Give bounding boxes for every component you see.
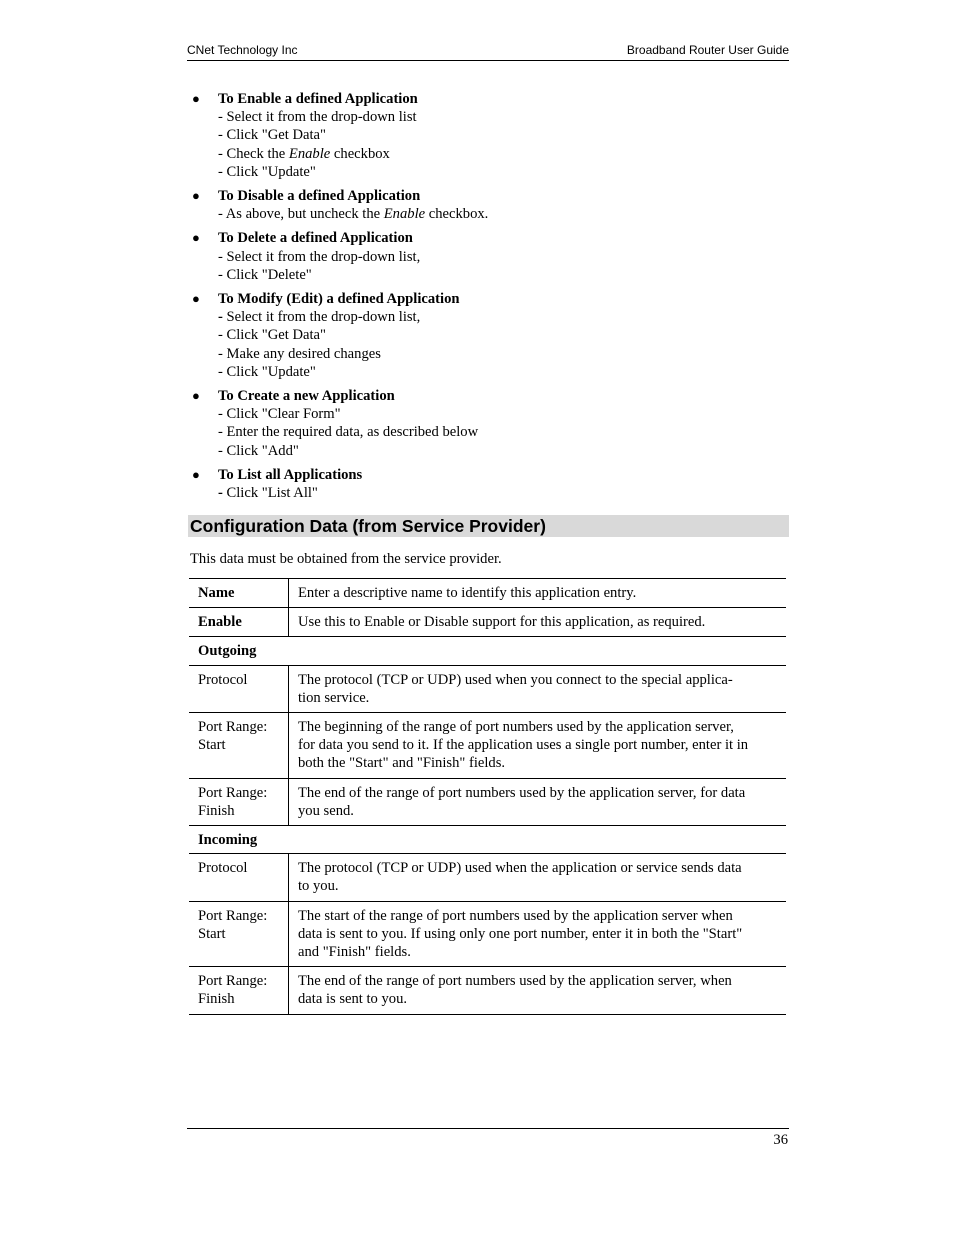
bullet-icon: ●: [192, 466, 200, 482]
table-row: [189, 579, 786, 608]
config-data-table: [189, 578, 786, 1015]
field-description: Use this to Enable or Disable support for this application, as required.: [289, 608, 787, 637]
list-item-title: To Create a new Application: [218, 388, 395, 405]
bullet-icon: ●: [192, 91, 200, 106]
list-item-step: - Check the Enable checkbox: [218, 145, 390, 162]
field-description: The protocol (TCP or UDP) used when the application or service sends data to you.: [289, 854, 787, 901]
group-label: Incoming: [189, 826, 786, 854]
list-item-step: - Make any desired changes: [218, 345, 381, 362]
list-item-title: To Enable a defined Application: [218, 91, 418, 107]
list-item-step: - Click "Get Data": [218, 127, 326, 144]
field-name: Port Range: Start: [189, 713, 289, 779]
list-item-step: - Click "Add": [218, 442, 299, 459]
list-item: [190, 387, 790, 460]
section-heading: Configuration Data (from Service Provider): [188, 515, 789, 537]
table-row: [189, 901, 786, 967]
list-item-step: - Click "Get Data": [218, 327, 326, 344]
table-row: [189, 665, 786, 712]
list-item-step: - Click "Update": [218, 163, 316, 180]
footer-rule: [187, 1128, 789, 1129]
list-item: [190, 187, 790, 223]
table-row: [189, 713, 786, 779]
table-row: [189, 778, 786, 825]
list-item-step: - As above, but uncheck the Enable checkbox.: [218, 206, 489, 223]
table-row: [189, 967, 786, 1014]
page-header: [187, 42, 789, 61]
list-item: [190, 466, 790, 502]
field-description: The start of the range of port numbers used by the application server when data is sent to you. If using only one port number, enter it in both the "Start" and "Finish" fields.: [289, 901, 787, 967]
field-description: The beginning of the range of port numbers used by the application server, for data you send to it. If the application uses a single port number, enter it in both the "Start" and "Finish" fields.: [289, 713, 787, 779]
table-group-row: [189, 826, 786, 854]
field-description: The end of the range of port numbers used by the application server, for data you send.: [289, 778, 787, 825]
list-item: [190, 90, 790, 181]
bullet-icon: ●: [192, 188, 200, 204]
list-item-step: - Select it from the drop-down list: [218, 109, 417, 126]
table-row: [189, 608, 786, 637]
list-item-step: - Select it from the drop-down list,: [218, 248, 421, 265]
page-number: 36: [773, 1132, 788, 1148]
field-name: Port Range: Finish: [189, 967, 289, 1014]
instruction-list: [190, 90, 790, 508]
group-label: Outgoing: [189, 637, 786, 665]
field-name: Port Range: Finish: [189, 778, 289, 825]
intro-text: This data must be obtained from the service provider.: [190, 551, 502, 567]
field-name: Protocol: [189, 854, 289, 901]
header-company: CNet Technology Inc: [187, 43, 298, 57]
table-row: [189, 854, 786, 901]
field-name: Enable: [189, 608, 289, 637]
list-item-step: - Click "List All": [218, 485, 318, 502]
list-item-title: To Disable a defined Application: [218, 188, 421, 205]
list-item-title: To Modify (Edit) a defined Application: [218, 291, 460, 308]
bullet-icon: ●: [192, 230, 200, 246]
field-description: The end of the range of port numbers used by the application server, when data is sent to you.: [289, 967, 787, 1014]
field-name: Name: [189, 579, 289, 608]
list-item-step: - Select it from the drop-down list,: [218, 309, 421, 326]
list-item-step: - Click "Clear Form": [218, 406, 341, 423]
list-item-step: - Enter the required data, as described below: [218, 424, 479, 441]
list-item: [190, 229, 790, 284]
list-item-title: To List all Applications: [218, 466, 363, 483]
field-name: Protocol: [189, 665, 289, 712]
list-item: [190, 290, 790, 381]
bullet-icon: ●: [192, 291, 200, 307]
field-description: The protocol (TCP or UDP) used when you connect to the special applica- tion service.: [289, 665, 787, 712]
field-name: Port Range: Start: [189, 901, 289, 967]
bullet-icon: ●: [192, 388, 200, 404]
list-item-step: - Click "Update": [218, 363, 316, 380]
header-guide-title: Broadband Router User Guide: [626, 43, 789, 57]
list-item-step: - Click "Delete": [218, 266, 312, 283]
list-item-title: To Delete a defined Application: [218, 230, 413, 247]
table-group-row: [189, 637, 786, 665]
field-description: Enter a descriptive name to identify this application entry.: [289, 579, 787, 608]
